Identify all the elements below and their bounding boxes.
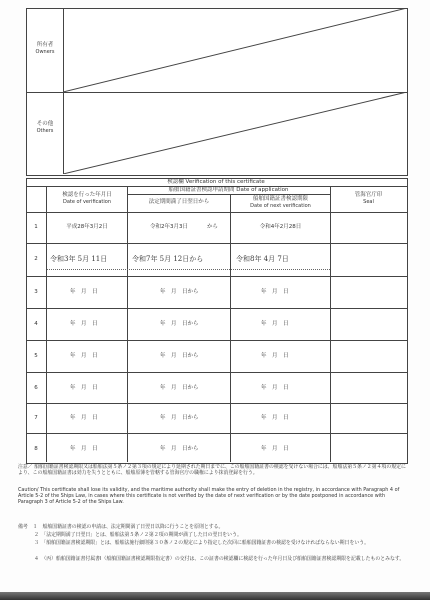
row-number: 3 — [34, 289, 38, 295]
col-line-3 — [230, 194, 231, 462]
row-from: 令和2年3月3日 — [150, 224, 188, 230]
col-next-jp: 船舶国籍証書検認期限 — [252, 196, 308, 202]
row-next: 年 月 日 — [261, 321, 289, 327]
row-sep — [26, 372, 407, 373]
row-from: 年 月 日から — [160, 446, 199, 452]
remark-1: 備考 １ 船舶国籍証書の検認の申請は、法定期間満了日翌日以降に行うことを原則とする。 — [18, 524, 224, 530]
owners-label-en: Owners — [35, 49, 55, 55]
owners-label-jp: 所有者 — [36, 42, 54, 48]
application-period-header: 船舶国籍証書検認申請期間 Date of application — [168, 187, 289, 193]
remark-2: ２ 「法定期間満了日翌日」とは、船舶法第５条ノ２第２項の期間が満了した日の翌日をいう。 — [34, 532, 242, 538]
row-date: 年 月 日 — [70, 353, 98, 359]
row-next: 年 月 日 — [261, 385, 289, 391]
row-number: 8 — [34, 446, 38, 452]
col-next-en: Date of next verification — [250, 203, 311, 209]
others-label-jp: その他 — [36, 121, 54, 127]
row-from: 年 月 日から — [160, 353, 199, 359]
row-sep — [26, 308, 407, 309]
row-number: 6 — [34, 385, 38, 391]
others-label-en: Others — [36, 128, 54, 134]
row-sep — [26, 276, 407, 277]
row-number: 1 — [34, 224, 38, 230]
others-cancel-strike — [63, 92, 407, 174]
col-line-2 — [127, 186, 128, 462]
row-date: 令和3年 5月 11日 — [50, 255, 108, 263]
col-seal-en: Seal — [363, 199, 374, 205]
row-date: 年 月 日 — [70, 289, 98, 295]
row-from: 年 月 日から — [160, 385, 199, 391]
row-date: 年 月 日 — [70, 321, 98, 327]
row-date: 年 月 日 — [70, 446, 98, 452]
row-from-suffix: から — [207, 224, 219, 230]
row-from: 年 月 日から — [160, 415, 199, 421]
row-dotted-rule — [47, 269, 330, 270]
row-sep — [26, 403, 407, 404]
row-next: 年 月 日 — [261, 415, 289, 421]
row-sep — [26, 243, 407, 244]
row-from: 令和7年 5月 12日から — [132, 255, 204, 263]
header-bottom-rule — [26, 212, 407, 213]
row-number: 7 — [34, 415, 38, 421]
row-next: 令和4年2月28日 — [259, 224, 302, 230]
row-sep — [26, 340, 407, 341]
row-next: 令和8年 4月 7日 — [236, 255, 289, 263]
row-next: 年 月 日 — [261, 353, 289, 359]
note-jp: 注意／ 船舶国籍証書検認期限又は船舶法第５条ノ２第３項の規定により延期された期日までに、この船舶国籍証書の検認を受けない場合には、船舶法第５条ノ２第４項の規定により、この船舶国籍証書は効力を失うとともに、船舶原簿を管轄する管海官庁の職権により抹消登録を行う。 — [18, 464, 406, 477]
row-next: 年 月 日 — [261, 446, 289, 452]
row-date: 平成28年3月2日 — [66, 224, 108, 230]
row-number: 5 — [34, 353, 38, 359]
row-sep — [26, 433, 407, 434]
col-date-jp: 検認を行った年月日 — [62, 192, 112, 198]
col-line-4 — [330, 186, 331, 462]
row-number: 4 — [34, 321, 38, 327]
remark-4: ４ （丙）船舶国籍証書付属書Ⅰ（船舶国籍証書検認期限指定書）の交付は、この証書の検認欄に検認を行った年月日及び船舶国籍証書検認期限を記載したものとみなす。 — [34, 556, 405, 562]
owners-cancel-strike — [63, 8, 407, 92]
row-from: 年 月 日から — [160, 289, 199, 295]
scan-shadow — [0, 592, 430, 600]
col-due-jp: 法定期間満了日翌日から — [148, 199, 210, 205]
caution-en: Caution/ This certificate shall lose its validity, and the maritime authority shall make the entry of deletion in the registry, in accordance with Paragraph 4 of Article 5-2 of the Ships Law, in cases where this certificate is not verified by the date of next verification or by the date postponed in accordance with Paragraph 3 of Article 5-2 of the Ships Law. — [18, 487, 400, 506]
application-header-rule — [127, 194, 330, 195]
row-number: 2 — [34, 256, 38, 262]
row-date: 年 月 日 — [70, 385, 98, 391]
verification-title: 検認欄 Verification of this certificate — [167, 179, 265, 185]
col-date-en: Date of verification — [63, 199, 111, 205]
col-seal-jp: 管海官庁印 — [354, 192, 383, 198]
row-from: 年 月 日から — [160, 321, 199, 327]
remark-3: ３ 「船舶国籍証書検認期限」とは、船舶法施行細則第３０条ノ２の規定により指定した次回に船舶国籍証書の検認を受けなければならない期日をいう。 — [34, 540, 370, 546]
row-next: 年 月 日 — [261, 289, 289, 295]
row-date: 年 月 日 — [70, 415, 98, 421]
